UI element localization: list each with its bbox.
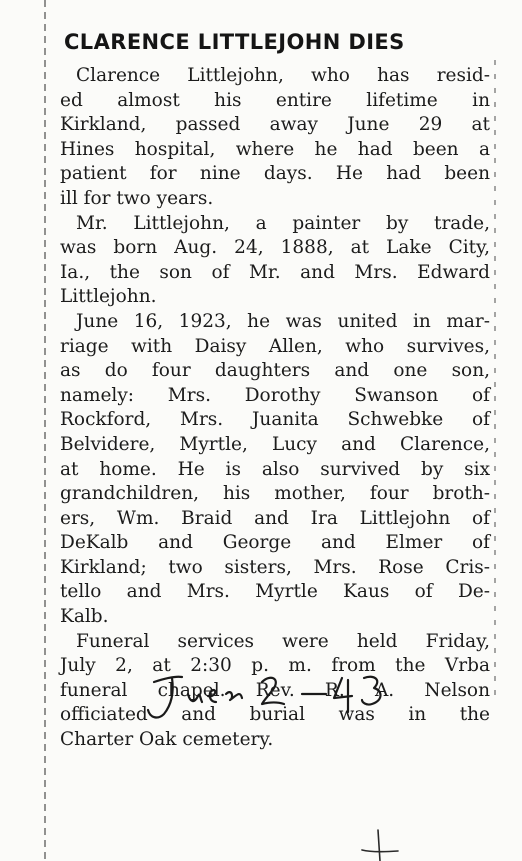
text-line: ed almost his entire lifetime in [60, 89, 490, 111]
text-line: Hines hospital, where he had been a [60, 138, 490, 160]
text-line: July 2, at 2:30 p. m. from the Vrba [60, 655, 490, 677]
text-line: Clarence Littlejohn, who has resid- [76, 65, 490, 86]
text-line: Kalb. [60, 606, 109, 628]
text-line: Littlejohn. [60, 286, 157, 308]
text-line: Kirkland; two sisters, Mrs. Rose Cris- [60, 556, 490, 578]
text-line: Charter Oak cemetery. [60, 729, 274, 751]
headline: CLARENCE LITTLEJOHN DIES [64, 30, 405, 54]
clipping-right-edge [494, 60, 496, 700]
text-line: Belvidere, Myrtle, Lucy and Clarence, [60, 433, 490, 455]
clipping-left-edge [44, 0, 46, 861]
handwritten-date-note [136, 664, 396, 724]
pencil-mark [360, 828, 400, 861]
text-line: Funeral services were held Friday, [76, 630, 490, 652]
paragraph-1 [60, 64, 490, 212]
text-line: ers, Wm. Braid and Ira Littlejohn of [60, 507, 490, 529]
text-line: namely: Mrs. Dorothy Swanson of [60, 384, 490, 406]
text-line: at home. He is also survived by six [60, 458, 490, 480]
text-line: riage with Daisy Allen, who survives, [60, 335, 490, 357]
text-line: grandchildren, his mother, four broth- [60, 483, 490, 505]
paragraph-3 [60, 310, 490, 630]
text-line: Kirkland, passed away June 29 at [60, 114, 490, 136]
text-line: ill for two years. [60, 187, 214, 209]
text-line: funeral chapel. Rev. R. A. Nelson [60, 679, 490, 701]
text-line: Mr. Littlejohn, a painter by trade, [76, 212, 490, 234]
text-line: patient for nine days. He had been [60, 163, 490, 185]
text-line: June 16, 1923, he was united in mar- [76, 310, 490, 332]
text-line: tello and Mrs. Myrtle Kaus of De- [60, 581, 490, 603]
text-line: officiated and burial was in the [60, 704, 490, 726]
text-line: DeKalb and George and Elmer of [60, 532, 490, 554]
paragraph-2 [60, 212, 490, 310]
text-line: Ia., the son of Mr. and Mrs. Edward [60, 261, 490, 283]
text-line: Rockford, Mrs. Juanita Schwebke of [60, 409, 490, 431]
article-body [60, 64, 490, 753]
text-line: as do four daughters and one son, [60, 360, 490, 382]
text-line: was born Aug. 24, 1888, at Lake City, [60, 237, 490, 259]
